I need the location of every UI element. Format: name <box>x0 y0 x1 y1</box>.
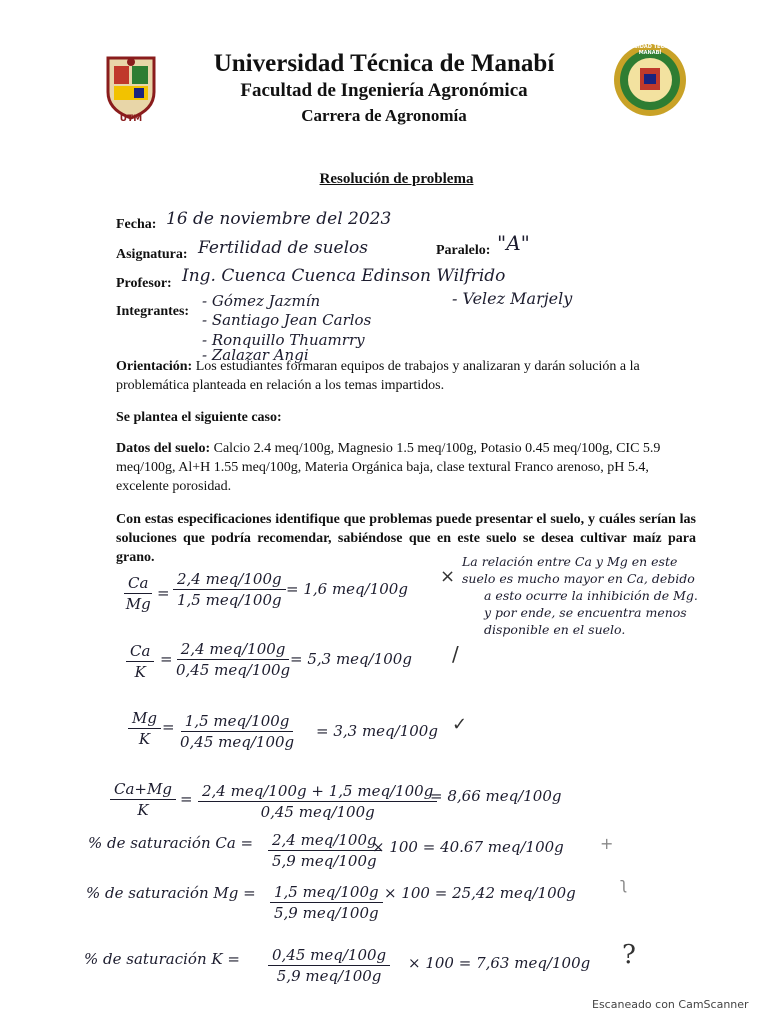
calc-lhs-fraction <box>126 642 154 681</box>
datos-paragraph <box>116 439 696 496</box>
caso-heading: Se plantea el siguiente caso: <box>116 410 282 425</box>
calc-denominator: 1,5 meq/100g <box>177 591 282 609</box>
calc-lhs-fraction <box>124 574 152 613</box>
paralelo-value: "A" <box>497 231 530 255</box>
question-paragraph: Con estas especificaciones identifique que problemas puede presentar el suelo, y cuáles serían las soluciones que podría recomendar, sabiéndose que en este suelo se desea cultivar maíz para grano. <box>116 512 696 565</box>
plus-mark: + <box>600 834 614 853</box>
calc-result: = 3,3 meq/100g <box>316 722 438 740</box>
calc-fraction <box>173 570 286 609</box>
document-title: Resolución de problema <box>319 171 474 187</box>
equals-sign: = <box>160 650 173 668</box>
calc-numerator: 2,4 meq/100g + 1,5 meq/100g <box>198 782 437 802</box>
calc-lhs-num: Ca+Mg <box>110 780 176 800</box>
calc-lhs-den: K <box>137 801 149 819</box>
cross-mark: × <box>440 566 456 587</box>
integrante-extra: - Velez Marjely <box>452 289 573 308</box>
calc-lhs-fraction <box>110 780 176 819</box>
calc-numerator: 1,5 meq/100g <box>270 883 383 903</box>
integrante-item: - Santiago Jean Carlos <box>202 311 372 329</box>
calc-result: = 1,6 meq/100g <box>286 580 408 598</box>
paralelo-label: Paralelo: <box>436 243 491 258</box>
calc-fraction <box>268 831 381 870</box>
equals-sign: = <box>162 718 175 736</box>
calc-denominator: 5,9 meq/100g <box>274 904 379 922</box>
side-note-line: disponible en el suelo. <box>484 622 626 637</box>
integrantes-label: Integrantes: <box>116 304 190 319</box>
datos-text: Calcio 2.4 meq/100g, Magnesio 1.5 meq/100g, Potasio 0.45 meq/100g, CIC 5.9 meq/100g, Al+H 1.55 meq/100g, Materia Orgánica baja, clase textural Franco arenoso, pH 5.4, excelente porosidad. <box>116 441 661 494</box>
side-note-line: La relación entre Ca y Mg en este <box>462 554 678 569</box>
calc-fraction <box>180 712 294 751</box>
career-name: Carrera de Agronomía <box>301 106 467 125</box>
asignatura-value: Fertilidad de suelos <box>198 238 368 258</box>
question-mark: ? <box>622 940 636 970</box>
side-note-line: suelo es mucho mayor en Ca, debido <box>462 571 695 586</box>
side-note <box>462 553 762 638</box>
calc-numerator: 2,4 meq/100g <box>177 640 290 660</box>
equals-sign: = <box>157 584 170 602</box>
calc-result: × 100 = 7,63 meq/100g <box>408 954 591 972</box>
calc-denominator: 0,45 meq/100g <box>176 661 291 679</box>
calc-result: × 100 = 25,42 meq/100g <box>384 884 576 902</box>
scanner-watermark: Escaneado con CamScanner <box>592 998 749 1011</box>
calc-denominator: 5,9 meq/100g <box>272 852 377 870</box>
check-mark: / <box>452 642 459 666</box>
calc-result: × 100 = 40.67 meq/100g <box>372 838 564 856</box>
orientacion-paragraph <box>116 357 696 395</box>
orientacion-text: Los estudiantes formaran equipos de trabajos y analizaran y darán solución a la problemática planteada en relación a los temas impartidos. <box>116 359 640 393</box>
calc-denominator: 5,9 meq/100g <box>276 967 382 985</box>
side-note-line: y por ende, se encuentra menos <box>484 605 687 620</box>
calc-denominator: 0,45 meq/100g <box>260 803 375 821</box>
calc-lhs-num: Ca <box>126 642 154 662</box>
calc-lhs-label: % de saturación Mg = <box>86 884 256 902</box>
left-logo-text: UTM <box>119 114 143 124</box>
calc-lhs-num: Mg <box>128 709 161 729</box>
calc-numerator: 2,4 meq/100g <box>173 570 286 590</box>
profesor-value: Ing. Cuenca Cuenca Edinson Wilfrido <box>182 266 506 286</box>
fecha-label: Fecha: <box>116 217 157 232</box>
integrante-item: - Ronquillo Thuamrry <box>202 331 365 349</box>
orientacion-label: Orientación: <box>116 359 193 374</box>
university-name: Universidad Técnica de Manabí <box>213 50 555 77</box>
calc-lhs-label: % de saturación Ca = <box>88 834 254 852</box>
calc-fraction <box>270 883 383 922</box>
calc-numerator: 1,5 meq/100g <box>181 712 294 732</box>
side-note-line: a esto ocurre la inhibición de Mg. <box>484 588 698 603</box>
tick-mark: ʅ <box>620 874 628 893</box>
calc-lhs-den: K <box>134 663 146 681</box>
check-mark: ✓ <box>452 714 468 735</box>
right-logo-text: UNIVERSIDAD TÉCNICA DE MANABÍ <box>613 44 687 56</box>
calc-result: = 5,3 meq/100g <box>290 650 412 668</box>
calc-lhs-label: % de saturación K = <box>84 950 240 968</box>
asignatura-label: Asignatura: <box>116 247 188 262</box>
equals-sign: = <box>180 790 193 808</box>
calc-lhs-den: K <box>138 730 151 748</box>
calc-fraction <box>268 946 390 985</box>
integrante-item: - Zalazar Angi <box>202 346 309 364</box>
calc-numerator: 2,4 meq/100g <box>268 831 381 851</box>
calc-lhs-den: Mg <box>125 595 151 613</box>
datos-label: Datos del suelo: <box>116 441 211 456</box>
calc-numerator: 0,45 meq/100g <box>268 946 390 966</box>
calc-fraction <box>176 640 290 679</box>
calc-fraction <box>198 782 437 821</box>
calc-denominator: 0,45 meq/100g <box>180 733 295 751</box>
calc-result: = 8,66 meq/100g <box>430 787 562 805</box>
integrante-item: - Gómez Jazmín <box>202 292 321 310</box>
calc-lhs-num: Ca <box>124 574 152 594</box>
fecha-value: 16 de noviembre del 2023 <box>166 209 392 229</box>
calc-lhs-fraction <box>128 709 161 748</box>
faculty-name: Facultad de Ingeniería Agronómica <box>240 80 528 101</box>
profesor-label: Profesor: <box>116 276 172 291</box>
